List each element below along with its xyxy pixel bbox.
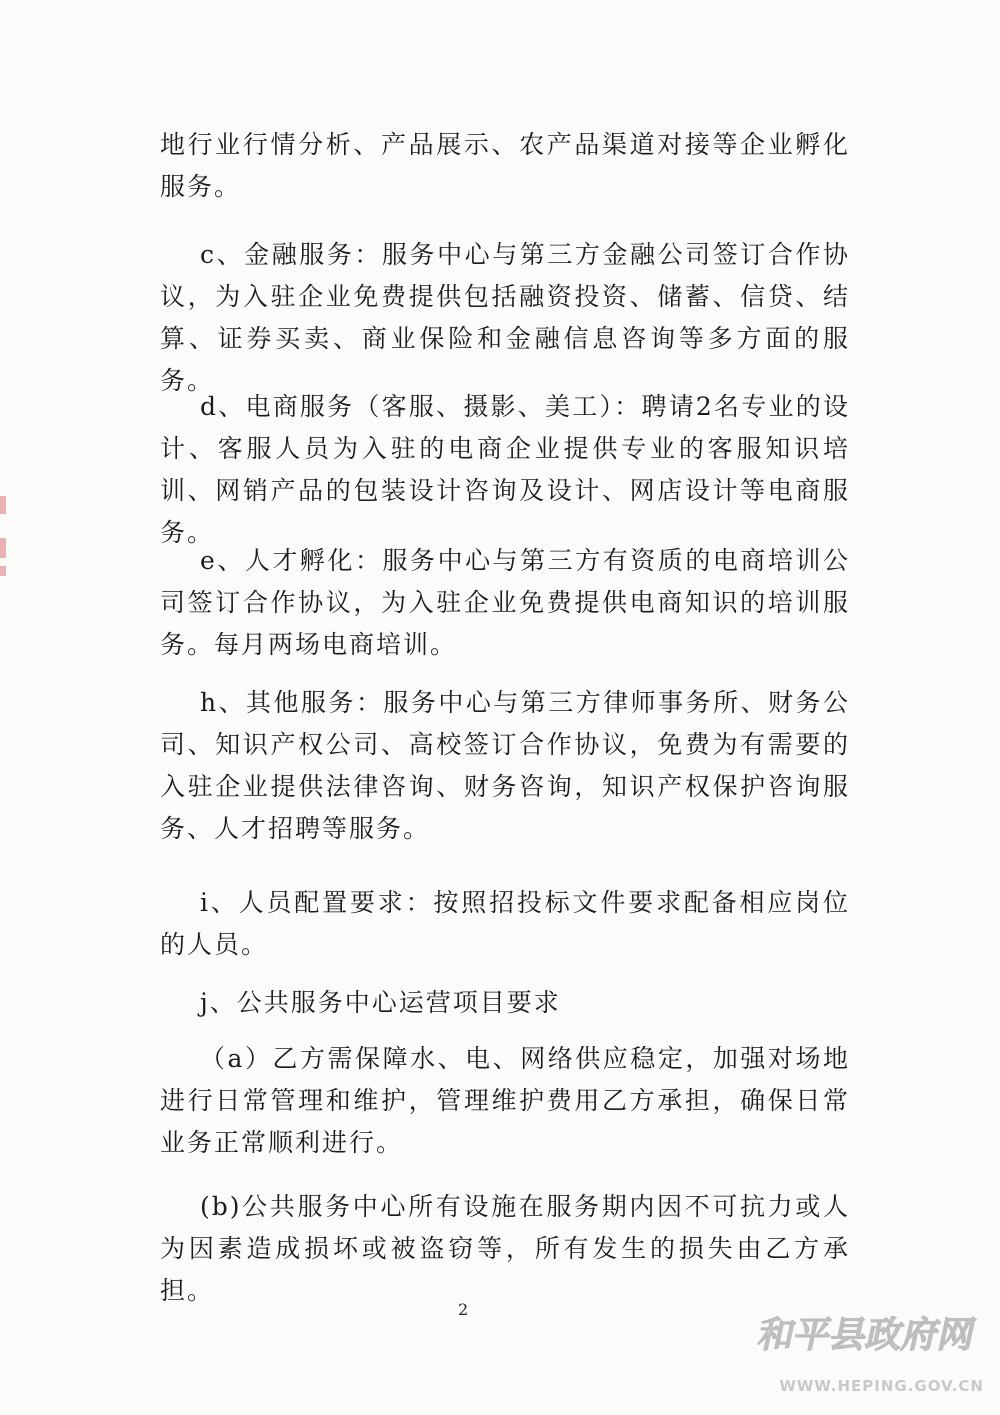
watermark-url: WWW.HEPING.GOV.CN [779, 1377, 984, 1395]
watermark [746, 1301, 986, 1401]
scan-mark-1 [0, 496, 6, 514]
paragraph-other-services: h、其他服务：服务中心与第三方律师事务所、财务公司、知识产权公司、高校签订合作协议，免费为有需要的入驻企业提供法律咨询、财务咨询，知识产权保护咨询服务、人才招聘等服务。 [160, 688, 850, 843]
watermark-logo [746, 1301, 986, 1361]
svg-text:和平县政府网: 和平县政府网 [754, 1313, 980, 1356]
paragraph-financial-services: c、金融服务：服务中心与第三方金融公司签订合作协议，为入驻企业免费提供包括融资投资、储蓄、信贷、结算、证券买卖、商业保险和金融信息咨询等多方面的服务。 [160, 240, 850, 395]
paragraph-ecommerce-services: d、电商服务（客服、摄影、美工）：聘请2名专业的设计、客服人员为入驻的电商企业提供专业的客服知识培训、网销产品的包装设计咨询及设计、网店设计等电商服务。 [160, 392, 850, 547]
paragraph-requirement-a: （a）乙方需保障水、电、网络供应稳定，加强对场地进行日常管理和维护，管理维护费用乙方承担，确保日常业务正常顺利进行。 [160, 1044, 850, 1157]
scan-mark-2 [0, 538, 6, 558]
scan-mark-3 [0, 566, 6, 576]
paragraph-staffing-requirements: i、人员配置要求：按照招投标文件要求配备相应岗位的人员。 [160, 888, 850, 959]
page-number: 2 [458, 1300, 469, 1319]
paragraph-talent-incubation: e、人才孵化：服务中心与第三方有资质的电商培训公司签订合作协议，为入驻企业免费提供电商知识的培训服务。每月两场电商培训。 [160, 546, 850, 659]
paragraph-operation-requirements-heading: j、公共服务中心运营项目要求 [200, 988, 561, 1017]
paragraph-incubation-services: 地行业行情分析、产品展示、农产品渠道对接等企业孵化服务。 [160, 130, 850, 201]
paragraph-requirement-b: (b)公共服务中心所有设施在服务期内因不可抗力或人为因素造成损坏或被盗窃等，所有发生的损失由乙方承担。 [160, 1192, 850, 1305]
